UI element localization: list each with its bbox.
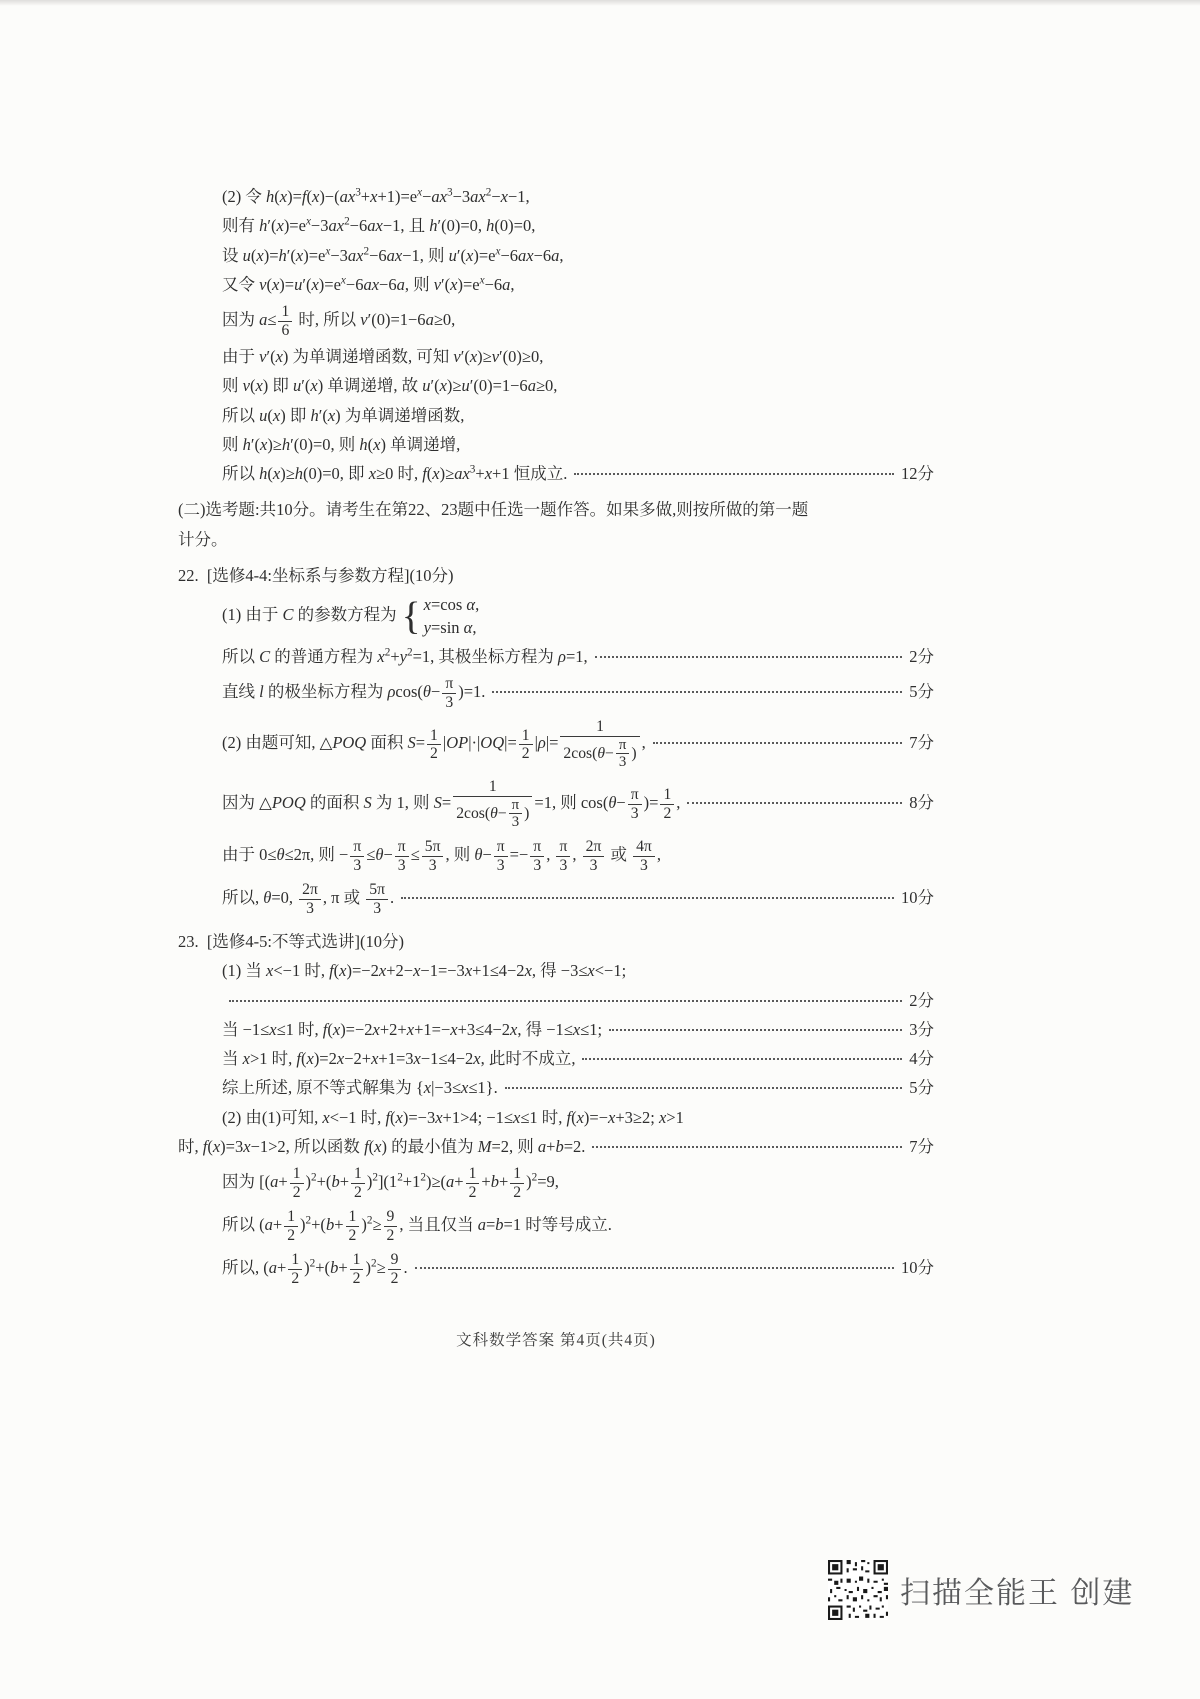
fraction: $\frac{5\pi}{3}$ <box>422 838 444 874</box>
q23-2-step3 <box>178 1208 934 1244</box>
fraction: $\frac{1}{2}$ <box>351 1165 365 1201</box>
fraction: $\frac{1}{2}$ <box>519 727 533 763</box>
q21-2-step6 <box>178 346 934 368</box>
q23-1-step1-dots <box>178 990 934 1012</box>
dotted-leader <box>401 897 894 899</box>
score-label: 12分 <box>901 464 934 484</box>
score-label: 2分 <box>909 646 934 666</box>
dotted-leader <box>582 1058 902 1060</box>
line-text: 所以 C 的普通方程为 $x^2+y^2=1$, 其极坐标方程为 ρ=1, <box>222 646 588 666</box>
line-text: (2) 令 $h(x)=f(x)-(ax^3+x+1)=e^x-ax^3-3ax^2-x-1$, <box>222 186 530 206</box>
answer-content <box>178 186 934 1295</box>
line-text: 直线 l 的极坐标方程为 ρcos(θ− $\frac{\pi}{3}$ )=1. <box>222 675 486 711</box>
line-text: 综上所述, 原不等式解集为 {x|−3≤x≤1}. <box>222 1078 498 1098</box>
line-text: 所以 (a+ $\frac{1}{2}$ )$^2$+(b+ $\frac{1}{2}$ )$^2$≥ $\frac{9}{2}$ , 当且仅当 a=b=1 时等号成立. <box>222 1208 612 1244</box>
dotted-leader <box>574 473 894 475</box>
fraction: $\frac{\pi}{3}$ <box>509 797 523 831</box>
optional-note-line1 <box>178 499 934 521</box>
dotted-leader <box>415 1267 894 1269</box>
fraction: $\frac{1}{2}$ <box>346 1208 360 1244</box>
fraction: $\frac{1}{2}$ <box>427 727 441 763</box>
line-text: 22. [选修4-4:坐标系与参数方程](10分) <box>178 566 454 586</box>
fraction: $\frac{9}{2}$ <box>384 1208 398 1244</box>
line-text: 所以, (a+ $\frac{1}{2}$ )$^2$+(b+ $\frac{1}{2}$ )$^2$≥ $\frac{9}{2}$ . <box>222 1251 408 1287</box>
fraction: $\frac{\pi}{3}$ <box>494 838 508 874</box>
q21-2-step2 <box>178 215 934 237</box>
line-text: 时, f(x)=3x−1>2, 所以函数 f(x) 的最小值为 M=2, 则 a+b=2. <box>178 1137 586 1156</box>
q23-2-step1a <box>178 1107 934 1129</box>
fraction: $\frac{1}{2}$ <box>284 1208 298 1244</box>
q22-1-step2 <box>178 646 934 668</box>
line-text: 设 $u(x)=h'(x)=e^x-3ax^2-6ax-1$, 则 $u'(x)=e^x-6ax-6a$, <box>222 245 564 265</box>
line-text: (2) 由(1)可知, x<−1 时, f(x)=−3x+1>4; −1≤x≤1 时, f(x)=−x+3≥2; x>1 <box>222 1107 684 1127</box>
q23-1-step2 <box>178 1019 934 1041</box>
dotted-leader <box>592 1146 902 1148</box>
scanner-label: 扫描全能王 创建 <box>900 1577 1135 1610</box>
fraction: $\frac{\pi}{3}$ <box>350 838 364 874</box>
score-label: 5分 <box>909 681 934 701</box>
fraction: $\frac{\pi}{3}$ <box>616 737 630 771</box>
score-label: 5分 <box>909 1078 934 1098</box>
q23-2-step2 <box>178 1165 934 1201</box>
line-text: 所以 u(x) 即 h′(x) 为单调递增函数, <box>222 405 465 425</box>
score-label: 10分 <box>901 887 934 907</box>
fraction: $\frac{5\pi}{3}$ <box>366 881 388 917</box>
score-label: 2分 <box>909 990 934 1010</box>
q22-2-step4 <box>178 881 934 917</box>
q23-2-step4 <box>178 1251 934 1287</box>
fraction: $\frac{2\pi}{3}$ <box>299 881 321 917</box>
line-text: 计分。 <box>178 529 228 549</box>
footer-text: 文科数学答案 第4页(共4页) <box>456 1332 656 1349</box>
q23-1-step1 <box>178 960 934 982</box>
q22-header <box>178 565 934 587</box>
score-label: 10分 <box>901 1258 934 1278</box>
line-text: 因为 a≤ $\frac{1}{6}$ 时, 所以 v′(0)=1−6a≥0, <box>222 303 456 339</box>
score-label: 8分 <box>909 793 934 813</box>
line-text: 由于 v′(x) 为单调递增函数, 可知 v′(x)≥v′(0)≥0, <box>222 347 544 367</box>
fraction: $\frac{\pi}{3}$ <box>556 838 570 874</box>
q23-1-step4 <box>178 1077 934 1099</box>
fraction: $\frac{\pi}{3}$ <box>530 838 544 874</box>
fraction: $\frac{1}{2}$ <box>510 1165 524 1201</box>
score-label: 7分 <box>909 1137 934 1156</box>
score-label: 7分 <box>909 733 934 753</box>
dotted-leader <box>505 1087 903 1089</box>
q23-2-step1b <box>178 1136 934 1158</box>
score-label: 4分 <box>909 1049 934 1069</box>
line-text: 所以 h(x)≥h(0)=0, 即 x≥0 时, $f(x)\ge ax^3+x+1$ 恒成立. <box>222 463 568 484</box>
page-footer <box>178 1328 934 1350</box>
line-text: 则 h′(x)≥h′(0)=0, 则 h(x) 单调递增, <box>222 434 461 454</box>
line-text: 因为 [(a+ $\frac{1}{2}$ )$^2$+(b+ $\frac{1}{2}$ )$^2](1^2+1^2)\ge(a+$ $\frac{1}{2}$ +b+ $\frac{1}{2}$ )$^2$=9, <box>222 1165 559 1201</box>
dotted-leader <box>687 802 902 804</box>
fraction: $\frac{\pi}{3}$ <box>442 675 456 711</box>
q22-2-step2 <box>178 778 934 831</box>
fraction: $\frac{4\pi}{3}$ <box>633 838 655 874</box>
qr-code-icon <box>828 1560 888 1620</box>
score-label: 3分 <box>909 1019 934 1039</box>
fraction: $\frac{9}{2}$ <box>388 1251 402 1287</box>
fraction: 1 2cos(θ− $\frac{\pi}{3}$ ) <box>560 718 639 771</box>
scanner-watermark <box>828 1560 1134 1620</box>
fraction: 1 2cos(θ− $\frac{\pi}{3}$ ) <box>453 778 532 831</box>
fraction: $\frac{1}{2}$ <box>466 1165 480 1201</box>
line-text: (二)选考题:共10分。请考生在第22、23题中任选一题作答。如果多做,则按所做的第一题 <box>178 500 809 520</box>
q21-2-step10 <box>178 463 934 485</box>
line-text: 则有 $h'(x)=e^x-3ax^2-6ax-1$, 且 h′(0)=0, h(0)=0, <box>222 215 536 236</box>
line-text: 由于 0≤θ≤2π, 则 − $\frac{\pi}{3}$ ≤θ− $\frac{\pi}{3}$ ≤ $\frac{5\pi}{3}$ , 则 θ− $\frac{\pi}{3}$ =− $\frac{\pi}{3}$ , $\frac{\pi}{3}$ , $\frac{2\pi}{3}$ 或 $\frac{4\pi}{3}$ , <box>222 837 661 874</box>
q21-2-step8 <box>178 405 934 427</box>
fraction: $\frac{1}{2}$ <box>350 1251 364 1287</box>
q21-2-step1 <box>178 186 934 208</box>
fraction: $\frac{1}{2}$ <box>660 786 674 822</box>
dotted-leader <box>653 742 903 744</box>
fraction: $\frac{\pi}{3}$ <box>628 786 642 822</box>
line-text: (2) 由题可知, △POQ 面积 S= $\frac{1}{2}$ |OP|·|OQ|= $\frac{1}{2}$ |ρ|= 1 2cos(θ− $\frac{\pi}{3}$ ) , <box>222 718 646 771</box>
dotted-leader <box>595 656 903 658</box>
q21-2-step9 <box>178 434 934 456</box>
q23-1-step3 <box>178 1048 934 1070</box>
line-text: (1) 由于 C 的参数方程为 { x=cos α, y=sin α, <box>222 593 480 638</box>
dotted-leader <box>609 1029 902 1031</box>
fraction: $\frac{1}{2}$ <box>290 1165 304 1201</box>
dotted-leader <box>229 1000 902 1002</box>
fraction: $\frac{1}{6}$ <box>278 303 292 339</box>
q22-2-step1 <box>178 718 934 771</box>
line-text: 所以, θ=0, $\frac{2\pi}{3}$ , π 或 $\frac{5\pi}{3}$ . <box>222 881 395 917</box>
line-text: 则 v(x) 即 u′(x) 单调递增, 故 u′(x)≥u′(0)=1−6a≥0, <box>222 376 558 396</box>
q22-1-step3 <box>178 675 934 711</box>
q21-2-step7 <box>178 375 934 397</box>
line-text: 当 −1≤x≤1 时, f(x)=−2x+2+x+1=−x+3≤4−2x, 得 −1≤x≤1; <box>222 1019 603 1039</box>
optional-note-line2 <box>178 529 934 551</box>
fraction: $\frac{2\pi}{3}$ <box>583 838 605 874</box>
q21-2-step3 <box>178 245 934 267</box>
q22-1-step1 <box>178 594 934 639</box>
line-text: 23. [选修4-5:不等式选讲](10分) <box>178 932 404 952</box>
q21-2-step5 <box>178 303 934 339</box>
dotted-leader <box>492 691 902 693</box>
fraction: $\frac{\pi}{3}$ <box>395 838 409 874</box>
line-text: 当 x>1 时, f(x)=2x−2+x+1=3x−1≤4−2x, 此时不成立, <box>222 1049 576 1069</box>
line-text: (1) 当 x<−1 时, f(x)=−2x+2−x−1=−3x+1≤4−2x, 得 −3≤x<−1; <box>222 961 627 981</box>
line-text: 又令 $v(x)=u'(x)=e^x-6ax-6a$, 则 $v'(x)=e^x-6a$, <box>222 274 515 294</box>
q22-2-step3 <box>178 838 934 874</box>
q21-2-step4 <box>178 274 934 296</box>
q23-header <box>178 931 934 953</box>
line-text: 因为 △POQ 的面积 S 为 1, 则 S= 1 2cos(θ− $\frac{\pi}{3}$ ) =1, 则 cos(θ− $\frac{\pi}{3}$ )= $\frac{1}{2}$ , <box>222 778 681 831</box>
fraction: $\frac{1}{2}$ <box>288 1251 302 1287</box>
